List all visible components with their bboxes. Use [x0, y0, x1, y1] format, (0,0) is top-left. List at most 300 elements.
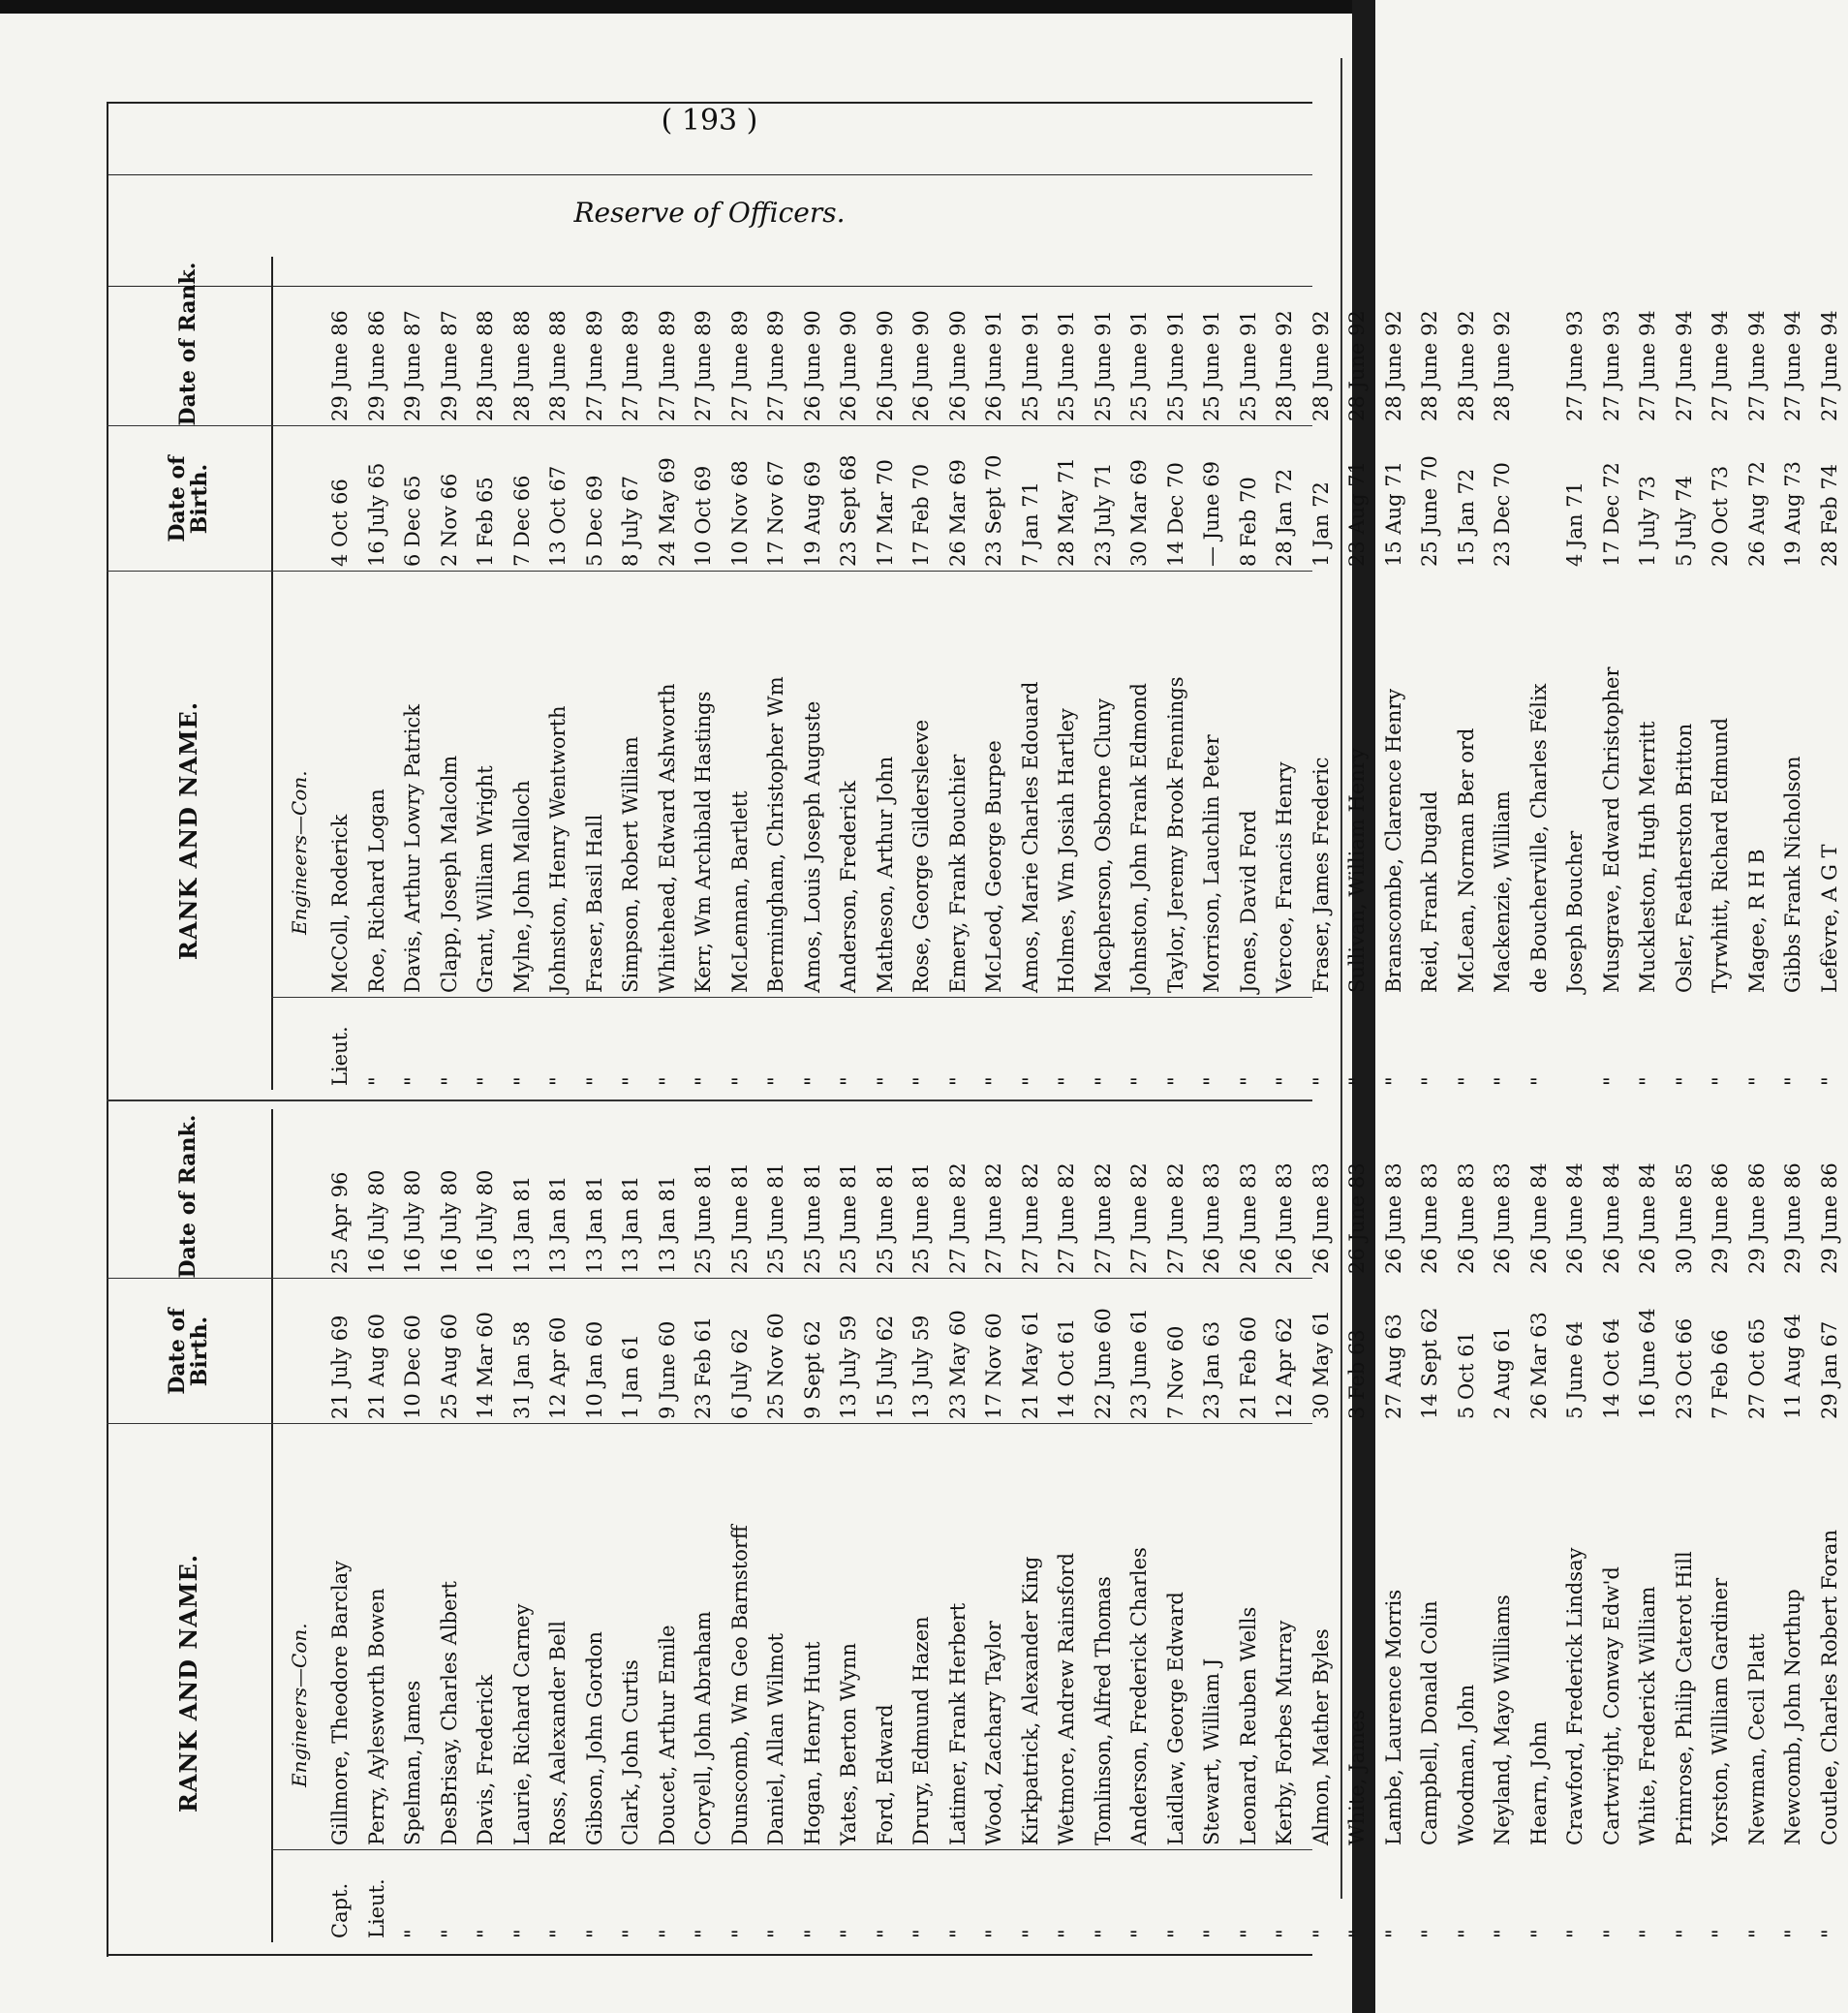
table-row — [1412, 257, 1449, 1090]
birth-date-cell: 21 May 61 — [1018, 1310, 1042, 1419]
rank-date-cell: 25 June 81 — [837, 1162, 860, 1274]
rank-cell: " — [1491, 1929, 1514, 1938]
birth-date-cell: 9 June 60 — [655, 1320, 679, 1419]
name-cell: Woodman, John — [1454, 1684, 1478, 1845]
table-row — [1158, 257, 1195, 1090]
name-cell: Taylor, Jeremy Brook Fennings — [1163, 676, 1187, 993]
birth-date-cell: 14 Dec 70 — [1163, 462, 1187, 567]
birth-date-cell: 13 July 59 — [909, 1315, 933, 1419]
birth-date-cell: 14 Mar 60 — [474, 1312, 497, 1419]
page-top-border — [0, 0, 1375, 14]
birth-date-cell: 28 Jan 72 — [1273, 468, 1296, 567]
table-row — [613, 1109, 650, 1942]
birth-date-cell: 6 Dec 65 — [401, 475, 424, 567]
rank-date-cell: 25 June 91 — [1200, 310, 1223, 421]
table-row — [1703, 257, 1740, 1090]
birth-date-cell: 11 Aug 64 — [1781, 1314, 1804, 1419]
rank-cell: " — [800, 1076, 824, 1086]
rank-date-cell: 27 June 89 — [619, 310, 642, 421]
name-cell: Gibbs Frank Nicholson — [1781, 756, 1804, 993]
rank-cell: " — [1672, 1076, 1696, 1086]
table-row — [1522, 1109, 1558, 1942]
rank-cell: " — [1636, 1929, 1659, 1938]
rank-cell: " — [873, 1076, 897, 1086]
rank-date-cell: 27 June 89 — [764, 310, 787, 421]
rank-cell: Lieut. — [364, 1878, 388, 1938]
rank-cell: " — [1491, 1076, 1514, 1086]
table-row — [1086, 1109, 1123, 1942]
table-row — [1376, 1109, 1413, 1942]
table-row — [505, 257, 541, 1090]
table-row — [1049, 257, 1086, 1090]
rank-date-cell: 27 June 94 — [1709, 310, 1732, 421]
birth-date-cell: 27 Aug 63 — [1381, 1314, 1405, 1419]
rank-cell: " — [1309, 1929, 1333, 1938]
table-row — [940, 257, 977, 1090]
birth-date-cell: — June 69 — [1200, 461, 1223, 567]
table-row — [1086, 257, 1123, 1090]
table-row — [505, 1109, 541, 1942]
birth-date-cell: 2 Nov 66 — [437, 473, 461, 567]
birth-date-cell: 21 Feb 60 — [1236, 1316, 1260, 1419]
rank-date-cell: 26 June 90 — [837, 310, 860, 421]
rank-cell: " — [764, 1076, 787, 1086]
rank-date-cell: 29 June 86 — [1744, 1162, 1769, 1274]
birth-date-cell: 29 Jan 67 — [1817, 1320, 1841, 1419]
rank-cell: " — [692, 1929, 715, 1938]
birth-date-cell: 23 July 71 — [1091, 462, 1115, 567]
table-row — [540, 257, 577, 1090]
page-title: Reserve of Officers. — [573, 197, 846, 229]
birth-date-cell: 17 Nov 60 — [982, 1313, 1005, 1419]
rank-date-cell: 26 June 83 — [1200, 1162, 1223, 1274]
table-row — [1812, 257, 1848, 1090]
table-row — [723, 1109, 759, 1942]
name-cell: Jones, David Ford — [1236, 810, 1260, 993]
name-cell: Lefèvre, A G T — [1817, 844, 1841, 993]
rank-cell: " — [655, 1076, 679, 1086]
table-row — [1231, 1109, 1268, 1942]
birth-date-cell: 23 May 60 — [945, 1310, 970, 1419]
rank-cell: " — [1018, 1929, 1042, 1938]
rank-date-cell: 13 Jan 81 — [546, 1175, 570, 1274]
table-row — [1485, 1109, 1522, 1942]
rank-cell: " — [655, 1929, 679, 1938]
rank-cell: " — [982, 1929, 1005, 1938]
name-cell: Spelman, James — [401, 1680, 424, 1845]
rank-date-cell: 28 June 88 — [509, 310, 534, 421]
birth-date-cell: 7 Feb 66 — [1709, 1329, 1732, 1419]
birth-date-cell: 5 June 64 — [1563, 1320, 1586, 1419]
rank-cell: " — [474, 1076, 497, 1086]
rank-date-cell: 27 June 82 — [1091, 1162, 1115, 1274]
table-row — [1194, 257, 1231, 1090]
table-row — [323, 1109, 359, 1942]
table-row — [940, 1109, 977, 1942]
name-cell: Mylne, John Malloch — [509, 780, 534, 993]
name-cell: Yorston, William Gardiner — [1709, 1577, 1732, 1845]
birth-date-cell: 7 Jan 71 — [1018, 481, 1042, 567]
birth-date-cell: 22 June 60 — [1091, 1308, 1115, 1419]
rank-date-cell: 29 June 86 — [328, 310, 352, 421]
table-row — [1485, 257, 1522, 1090]
rank-date-cell: 26 June 83 — [1309, 1162, 1333, 1274]
birth-date-cell: 23 Aug 71 — [1345, 461, 1369, 567]
rank-cell: " — [1526, 1929, 1551, 1938]
name-cell: Bermingham, Christopher Wm — [764, 676, 787, 993]
birth-date-cell: 30 Mar 69 — [1127, 459, 1151, 567]
rank-cell: " — [619, 1929, 642, 1938]
birth-date-cell: 23 June 61 — [1127, 1308, 1151, 1419]
rank-cell: " — [1273, 1076, 1296, 1086]
rank-date-cell: 27 June 89 — [582, 310, 606, 421]
name-cell: White, Frederick William — [1636, 1586, 1659, 1845]
birth-date-cell: 17 Nov 67 — [764, 460, 787, 567]
birth-date-cell: 3 Feb 63 — [1345, 1329, 1369, 1419]
rank-cell: " — [837, 1929, 860, 1938]
name-cell: Drury, Edmund Hazen — [909, 1616, 933, 1845]
name-cell: Tomlinson, Alfred Thomas — [1091, 1576, 1115, 1845]
table-row — [795, 257, 832, 1090]
header-date-of-birth: Date of Birth. — [164, 1308, 212, 1395]
rank-date-cell: 29 June 86 — [1709, 1162, 1732, 1274]
name-cell: Johnston, John Frank Edmond — [1127, 683, 1151, 993]
table-row — [1158, 1109, 1195, 1942]
name-cell: Laurie, Richard Carney — [509, 1603, 534, 1845]
rank-date-cell: 27 June 89 — [655, 310, 679, 421]
birth-date-cell: 19 Aug 73 — [1781, 461, 1804, 567]
left-table-header — [107, 1109, 273, 1942]
name-cell: Roe, Richard Logan — [364, 789, 388, 993]
officers-table — [107, 262, 1841, 1942]
rank-cell: " — [692, 1076, 715, 1086]
rank-cell: " — [1127, 1929, 1151, 1938]
rank-cell: " — [909, 1076, 933, 1086]
rank-cell: " — [1381, 1076, 1405, 1086]
name-cell: Daniel, Allan Wilmot — [764, 1632, 787, 1845]
rank-cell: " — [1599, 1929, 1623, 1938]
birth-date-cell: 9 Sept 62 — [800, 1319, 824, 1419]
rank-date-cell: 29 June 87 — [401, 310, 424, 421]
name-cell: Emery, Frank Bouchier — [945, 754, 970, 993]
birth-date-cell: 23 Oct 66 — [1672, 1317, 1696, 1419]
ledger-page — [107, 102, 1841, 1957]
rank-date-cell: 25 June 81 — [727, 1162, 752, 1274]
rank-cell: " — [1200, 1076, 1223, 1086]
rank-date-cell: 28 June 92 — [1454, 310, 1478, 421]
rank-date-cell: 30 June 85 — [1672, 1162, 1696, 1274]
rank-date-cell: 26 June 91 — [982, 310, 1005, 421]
rank-cell: " — [1309, 1076, 1333, 1086]
rank-date-cell: 25 June 91 — [1163, 310, 1187, 421]
table-row — [1304, 1109, 1340, 1942]
table-row — [1775, 1109, 1812, 1942]
name-cell: McLeod, George Burpee — [982, 740, 1005, 993]
birth-date-cell: 5 Dec 69 — [582, 475, 606, 567]
table-row — [686, 1109, 723, 1942]
birth-date-cell: 28 May 71 — [1055, 457, 1078, 567]
rank-cell: " — [945, 1076, 970, 1086]
rank-cell: " — [1817, 1076, 1841, 1086]
name-cell: Almon, Mather Byles — [1309, 1628, 1333, 1845]
rank-cell: " — [401, 1076, 424, 1086]
rank-cell: " — [1599, 1076, 1623, 1086]
table-row — [976, 1109, 1013, 1942]
birth-date-cell: 6 July 62 — [727, 1328, 752, 1419]
table-row — [1122, 257, 1158, 1090]
name-cell: Anderson, Frederick Charles — [1127, 1547, 1151, 1845]
name-cell: Vercoe, Francis Henry — [1273, 761, 1296, 993]
table-row — [540, 1109, 577, 1942]
rank-date-cell: 27 June 94 — [1817, 310, 1841, 421]
bottom-rule — [107, 1954, 1312, 1956]
table-row — [1630, 1109, 1667, 1942]
table-row — [904, 1109, 940, 1942]
table-row — [758, 1109, 795, 1942]
rank-cell: " — [1345, 1929, 1369, 1938]
birth-date-cell: 25 Nov 60 — [764, 1313, 787, 1419]
table-row — [1667, 1109, 1704, 1942]
table-row — [650, 1109, 687, 1942]
rank-date-cell: 27 June 82 — [1163, 1162, 1187, 1274]
birth-date-cell: 23 Feb 61 — [692, 1316, 715, 1419]
rank-cell: " — [1817, 1929, 1841, 1938]
rank-date-cell: 26 June 83 — [1236, 1162, 1260, 1274]
rank-date-cell: 25 June 81 — [692, 1162, 715, 1274]
name-cell: Matheson, Arthur John — [873, 756, 897, 993]
rank-cell: " — [873, 1929, 897, 1938]
birth-date-cell: 31 Jan 58 — [509, 1320, 534, 1419]
birth-date-cell: 10 Nov 68 — [727, 460, 752, 567]
rank-date-cell: 28 June 92 — [1491, 310, 1514, 421]
name-cell: Stewart, William J — [1200, 1657, 1223, 1845]
rank-cell: " — [1672, 1929, 1696, 1938]
birth-date-cell: 5 Oct 61 — [1454, 1331, 1478, 1419]
name-cell: McColl, Roderick — [328, 814, 352, 993]
rank-date-cell: 16 July 80 — [437, 1169, 461, 1274]
name-cell: Campbell, Donald Colin — [1418, 1600, 1441, 1845]
name-cell: Dunscomb, Wm Geo Barnstorff — [727, 1525, 752, 1845]
rank-date-cell: 26 June 83 — [1273, 1162, 1296, 1274]
page-number: ( 193 ) — [661, 104, 758, 138]
rank-date-cell: 27 June 82 — [945, 1162, 970, 1274]
rank-date-cell: 26 June 90 — [873, 310, 897, 421]
table-row — [1231, 257, 1268, 1090]
birth-date-cell: 28 Feb 74 — [1817, 463, 1841, 567]
rank-date-cell: 26 June 90 — [945, 310, 970, 421]
birth-date-cell: 1 Jan 61 — [619, 1334, 642, 1419]
rank-date-cell: 26 June 83 — [1381, 1162, 1405, 1274]
birth-date-cell: 26 Mar 63 — [1526, 1312, 1551, 1419]
birth-date-cell: 2 Aug 61 — [1491, 1326, 1514, 1419]
name-cell: Kerr, Wm Archibald Hastings — [692, 691, 715, 993]
table-row — [577, 257, 614, 1090]
rank-date-cell: 29 June 86 — [364, 310, 388, 421]
table-row — [1267, 1109, 1304, 1942]
name-cell: Joseph Boucher — [1563, 830, 1586, 993]
rank-cell: " — [1236, 1929, 1260, 1938]
rank-cell: " — [1273, 1929, 1296, 1938]
name-cell: Mackenzie, William — [1491, 790, 1514, 993]
name-cell: Coryell, John Abraham — [692, 1611, 715, 1845]
birth-date-cell: 24 May 69 — [655, 457, 679, 567]
name-cell: Clapp, Joseph Malcolm — [437, 755, 461, 993]
birth-date-cell: 20 Oct 73 — [1709, 465, 1732, 567]
rank-date-cell: 27 June 82 — [982, 1162, 1005, 1274]
rank-date-cell: 28 June 92 — [1418, 310, 1441, 421]
name-cell: Crawford, Frederick Lindsay — [1563, 1547, 1586, 1845]
rank-date-cell: 26 June 84 — [1636, 1162, 1659, 1274]
name-cell: Primrose, Philip Caterot Hill — [1672, 1551, 1696, 1845]
birth-date-cell: 1 Feb 65 — [474, 477, 497, 567]
name-cell: Muckleston, Hugh Merritt — [1636, 721, 1659, 993]
birth-date-cell: 7 Nov 60 — [1163, 1325, 1187, 1419]
name-cell: Davis, Frederick — [474, 1674, 497, 1845]
rank-cell: " — [582, 1929, 606, 1938]
rank-cell: " — [474, 1929, 497, 1938]
rank-cell: " — [1418, 1076, 1441, 1086]
rank-cell: " — [1454, 1076, 1478, 1086]
rank-cell: " — [1709, 1076, 1732, 1086]
rank-cell: " — [1744, 1076, 1769, 1086]
rank-date-cell: 27 June 82 — [1055, 1162, 1078, 1274]
name-cell: Rose, George Gildersleeve — [909, 719, 933, 993]
rank-date-cell: 26 June 90 — [909, 310, 933, 421]
birth-date-cell: 17 Mar 70 — [873, 459, 897, 567]
rank-cell: " — [727, 1076, 752, 1086]
table-row — [1557, 257, 1594, 1090]
rank-cell: Lieut. — [328, 1026, 352, 1086]
name-cell: Coutlee, Charles Robert Foran — [1817, 1530, 1841, 1845]
birth-date-cell: 16 June 64 — [1636, 1308, 1659, 1419]
right-table — [107, 257, 1841, 1090]
rank-date-cell: 25 June 81 — [764, 1162, 787, 1274]
name-cell: Cartwright, Conway Edw'd — [1599, 1566, 1623, 1845]
table-row — [395, 1109, 432, 1942]
table-row — [868, 257, 905, 1090]
name-cell: Holmes, Wm Josiah Hartley — [1055, 708, 1078, 993]
rank-date-cell: 13 Jan 81 — [509, 1175, 534, 1274]
rank-date-cell: 25 June 91 — [1127, 310, 1151, 421]
table-row — [795, 1109, 832, 1942]
rank-cell: " — [1709, 1929, 1732, 1938]
name-cell: Wetmore, Andrew Rainsford — [1055, 1552, 1078, 1845]
name-cell: Macpherson, Osborne Cluny — [1091, 698, 1115, 993]
birth-date-cell: 4 Jan 71 — [1563, 481, 1586, 567]
rank-cell: " — [837, 1076, 860, 1086]
table-row — [686, 257, 723, 1090]
birth-date-cell: 14 Oct 61 — [1055, 1317, 1078, 1419]
rank-cell: " — [1091, 1076, 1115, 1086]
header-date-of-rank: Date of Rank. — [175, 262, 201, 426]
table-row — [1740, 1109, 1776, 1942]
table-row — [831, 257, 868, 1090]
birth-date-cell: 17 Feb 70 — [909, 463, 933, 567]
rank-cell: " — [1563, 1929, 1586, 1938]
name-cell: Wood, Zachary Taylor — [982, 1621, 1005, 1845]
birth-date-cell: 15 Aug 71 — [1381, 461, 1405, 567]
rank-cell: " — [1200, 1929, 1223, 1938]
table-row — [1812, 1109, 1848, 1942]
header-date-of-rank: Date of Rank. — [175, 1114, 201, 1279]
name-cell: Clark, John Curtis — [619, 1659, 642, 1845]
rank-date-cell: 13 Jan 81 — [582, 1175, 606, 1274]
section-heading: Engineers—Con. — [288, 770, 311, 935]
table-row — [904, 257, 940, 1090]
birth-date-cell: 27 Oct 65 — [1744, 1317, 1769, 1419]
birth-date-cell: 7 Dec 66 — [509, 475, 534, 567]
table-row — [432, 1109, 469, 1942]
name-cell: Musgrave, Edward Christopher — [1599, 666, 1623, 993]
rank-date-cell: 28 June 92 — [1381, 310, 1405, 421]
birth-date-cell: 1 July 73 — [1636, 476, 1659, 567]
rank-cell: " — [1744, 1929, 1769, 1938]
table-row — [577, 1109, 614, 1942]
rank-date-cell: 25 June 91 — [1018, 310, 1042, 421]
rank-date-cell: 27 June 94 — [1744, 310, 1769, 421]
birth-date-cell: 23 Jan 63 — [1200, 1320, 1223, 1419]
rank-cell: " — [401, 1929, 424, 1938]
table-row — [1304, 257, 1340, 1090]
birth-date-cell: 26 Mar 69 — [945, 459, 970, 567]
table-row — [1267, 257, 1304, 1090]
name-cell: Latimer, Frank Herbert — [945, 1602, 970, 1845]
name-cell: Newman, Cecil Platt — [1744, 1633, 1769, 1845]
rank-date-cell: 26 June 83 — [1418, 1162, 1441, 1274]
birth-date-cell: 15 Jan 72 — [1454, 468, 1478, 567]
rank-date-cell: 27 June 94 — [1672, 310, 1696, 421]
table-row — [1340, 1109, 1376, 1942]
name-cell: Gillmore, Theodore Barclay — [328, 1561, 352, 1845]
birth-date-cell: 10 Dec 60 — [401, 1315, 424, 1419]
rank-date-cell: 27 June 93 — [1563, 310, 1586, 421]
header-rank-and-name: RANK AND NAME. — [174, 700, 203, 961]
table-row — [1703, 1109, 1740, 1942]
table-row — [432, 257, 469, 1090]
name-cell: Kirkpatrick, Alexander King — [1018, 1556, 1042, 1845]
rank-date-cell: 27 June 94 — [1636, 310, 1659, 421]
rank-date-cell: 25 June 81 — [800, 1162, 824, 1274]
name-cell: Morrison, Lauchlin Peter — [1200, 734, 1223, 993]
rank-cell: " — [437, 1929, 461, 1938]
name-cell: Grant, William Wright — [474, 765, 497, 993]
table-row — [1557, 1109, 1594, 1942]
birth-date-cell: 21 Aug 60 — [364, 1314, 388, 1419]
birth-date-cell: 21 July 69 — [328, 1315, 352, 1419]
rank-date-cell: 25 June 91 — [1055, 310, 1078, 421]
name-cell: White, James — [1345, 1709, 1369, 1845]
rank-date-cell: 25 Apr 96 — [328, 1171, 352, 1274]
rank-cell: " — [1418, 1929, 1441, 1938]
rank-cell: " — [1018, 1076, 1042, 1086]
name-cell: Hearn, John — [1526, 1720, 1551, 1845]
birth-date-cell: 14 Sept 62 — [1418, 1307, 1441, 1419]
section-heading: Engineers—Con. — [288, 1623, 311, 1787]
rank-cell: " — [1454, 1929, 1478, 1938]
table-row — [1122, 1109, 1158, 1942]
name-cell: Davis, Arthur Lowry Patrick — [401, 704, 424, 993]
rank-cell: " — [1636, 1076, 1659, 1086]
table-row — [1376, 257, 1413, 1090]
birth-date-cell: 13 Oct 67 — [546, 465, 570, 567]
rank-date-cell: 28 June 88 — [546, 310, 570, 421]
rank-cell: " — [909, 1929, 933, 1938]
table-row — [868, 1109, 905, 1942]
table-row — [468, 257, 505, 1090]
name-cell: McLennan, Bartlett — [727, 790, 752, 993]
rank-date-cell: 16 July 80 — [364, 1169, 388, 1274]
rank-date-cell: 25 June 81 — [909, 1162, 933, 1274]
